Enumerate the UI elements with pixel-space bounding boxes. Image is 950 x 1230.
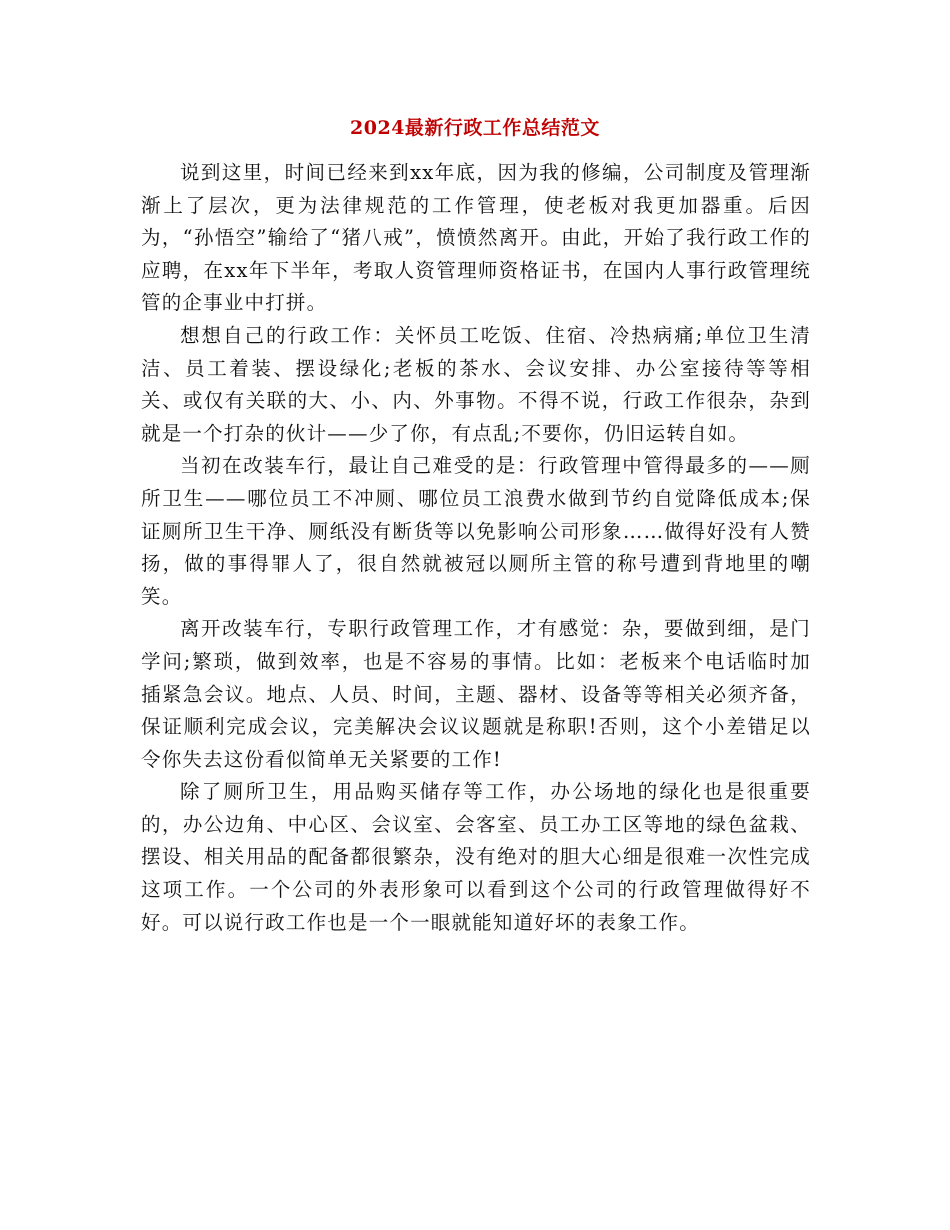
document-body	[141, 157, 811, 939]
paragraph-3: 当初在改装车行，最让自己难受的是：行政管理中管得最多的——厕所卫生——哪位员工不冲厕、哪位员工浪费水做到节约自觉降低成本;保证厕所卫生干净、厕纸没有断货等以免影响公司形象……做得好没有人赞扬，做的事得罪人了，很自然就被冠以厕所主管的称号遭到背地里的嘲笑。	[141, 454, 811, 608]
paragraph-1: 说到这里，时间已经来到xx年底，因为我的修编，公司制度及管理渐渐上了层次，更为法律规范的工作管理，使老板对我更加器重。后因为，“孙悟空”输给了“猪八戒”，愤愤然离开。由此，开始了我行政工作的应聘，在xx年下半年，考取人资管理师资格证书，在国内人事行政管理统管的企事业中打拼。	[141, 161, 811, 315]
paragraph-4: 离开改装车行，专职行政管理工作，才有感觉：杂，要做到细，是门学问;繁琐，做到效率，也是不容易的事情。比如：老板来个电话临时加插紧急会议。地点、人员、时间，主题、器材、设备等等相关必须齐备，保证顺利完成会议，完美解决会议议题就是称职!否则，这个小差错足以令你失去这份看似简单无关紧要的工作!	[141, 617, 811, 771]
document-title: 2024最新行政工作总结范文	[350, 117, 600, 139]
paragraph-5: 除了厕所卫生，用品购买储存等工作，办公场地的绿化也是很重要的，办公边角、中心区、会议室、会客室、员工办工区等地的绿色盆栽、摆设、相关用品的配备都很繁杂，没有绝对的胆大心细是很难一次性完成这项工作。一个公司的外表形象可以看到这个公司的行政管理做得好不好。可以说行政工作也是一个一眼就能知道好坏的表象工作。	[141, 780, 811, 934]
paragraph-2: 想想自己的行政工作：关怀员工吃饭、住宿、冷热病痛;单位卫生清洁、员工着装、摆设绿化;老板的茶水、会议安排、办公室接待等等相关、或仅有关联的大、小、内、外事物。不得不说，行政工作很杂，杂到就是一个打杂的伙计——少了你，有点乱;不要你，仍旧运转自如。	[141, 323, 811, 445]
